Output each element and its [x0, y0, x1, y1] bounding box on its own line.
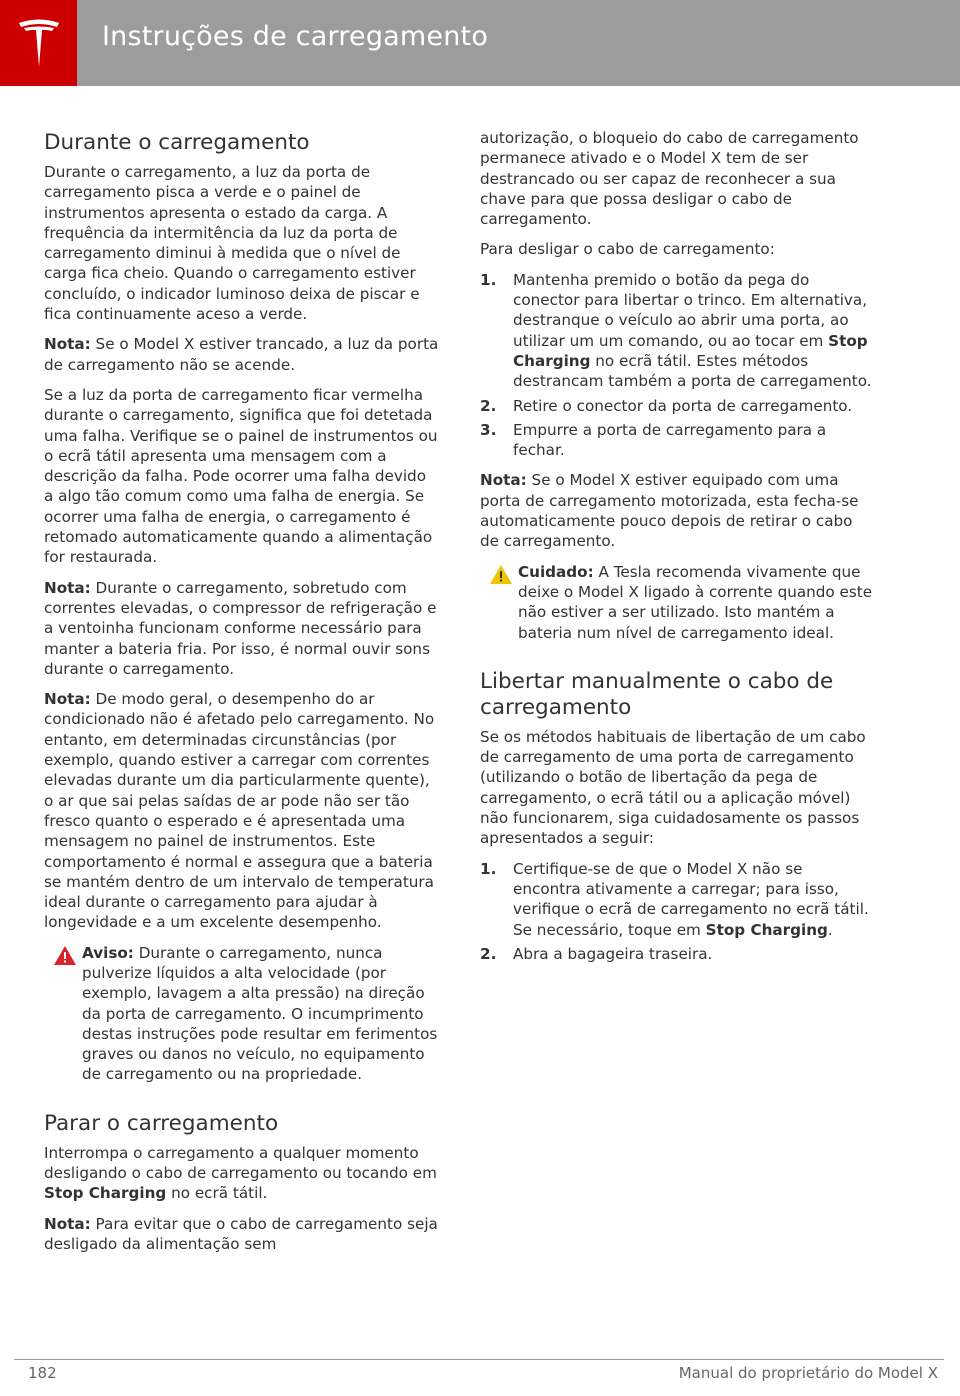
note-text: Se o Model X estiver equipado com uma porta de carregamento motorizada, esta fecha-se automaticamente pouco depois de retirar o cabo de carregamento. [480, 471, 859, 551]
paragraph: Se os métodos habituais de libertação de um cabo de carregamento de uma porta de carregamento (utilizando o botão de libertação da pega de carregamento, o ecrã tátil ou a aplicação móvel) não funcionarem, siga cuidadosamente os passos apresentados a seguir: [480, 727, 866, 848]
note [44, 689, 439, 933]
note-text: Para evitar que o cabo de carregamento seja desligado da alimentação sem [44, 1214, 438, 1253]
note-text: Durante o carregamento, sobretudo com correntes elevadas, o compressor de refrigeração e a ventoinha funcionam conforme necessário para manter a bateria fria. Por isso, é normal ouvir sons durante o carregamento. [44, 578, 437, 678]
note-text: De modo geral, o desempenho do ar condicionado não é afetado pelo carregamento. No entanto, em determinadas circunstâncias (por exemplo, quando estiver a carregar com correntes elevadas durante um dia particularmente quente), o ar que sai pelas saídas de ar pode não ser tão fresco quanto o esperado e é apresentada uma mensagem no painel de instrumentos. Este comportamento é normal e assegura que a bateria se mantém dentro de um intervalo de temperatura ideal durante o carregamento para ajudar à longevidade e a um excelente desempenho. [44, 690, 435, 932]
section-heading-during-charging: Durante o carregamento [44, 130, 310, 155]
note-label: Nota: [44, 690, 91, 709]
page-title: Instruções de carregamento [102, 21, 489, 52]
step-number: 3. [480, 420, 497, 439]
tesla-logo-icon [16, 17, 62, 69]
caution-label: Cuidado: [518, 562, 594, 581]
list-item [480, 396, 875, 416]
tesla-logo [0, 0, 77, 86]
text: Retire o conector da porta de carregamento. [513, 396, 853, 415]
warning-label: Aviso: [82, 943, 134, 962]
step-number: 1. [480, 270, 497, 289]
list-item [480, 420, 875, 461]
right-column [480, 128, 875, 974]
text: no ecrã tátil. [166, 1184, 268, 1203]
step-number: 1. [480, 859, 497, 878]
text: Empurre a porta de carregamento para a fechar. [513, 420, 827, 460]
manual-title: Manual do proprietário do Model X [678, 1364, 938, 1382]
step-number: 2. [480, 944, 497, 963]
steps-list [480, 270, 875, 461]
section-heading-stop-charging: Parar o carregamento [44, 1110, 279, 1136]
text: Abra a bagageira traseira. [513, 944, 713, 963]
paragraph [44, 1143, 439, 1204]
page-number: 182 [28, 1364, 57, 1382]
paragraph: Se a luz da porta de carregamento ficar vermelha durante o carregamento, significa que foi detetada uma falha. Verifique se o painel de instrumentos ou o ecrã tátil apresenta uma mensagem com a descrição da falha. Pode ocorrer uma falha devido a algo tão comum como uma falha de energia. Se ocorrer uma falha de energia, o carregamento é retomado automaticamente quando a alimentação for restaurada. [44, 385, 438, 567]
footer-divider [14, 1359, 944, 1360]
paragraph: Para desligar o cabo de carregamento: [480, 240, 775, 259]
warning-callout [44, 943, 439, 1085]
text: Mantenha premido o botão da pega do conector para libertar o trinco. Em alternativa, destranque o veículo ao abrir uma porta, ao utilizar um um comando, ou ao tocar em [513, 270, 868, 350]
text: . [827, 920, 833, 939]
warning-triangle-icon [53, 945, 77, 966]
note [480, 470, 875, 551]
note [44, 334, 439, 375]
warning-text: Durante o carregamento, nunca pulverize líquidos a alta velocidade (por exemplo, lavagem a alta pressão) na direção da porta de carregamento. O incumprimento destas instruções pode resultar em ferimentos graves ou danos no veículo, no equipamento de carregamento ou na propriedade. [82, 943, 438, 1084]
list-item [480, 859, 875, 940]
steps-list [480, 859, 875, 964]
paragraph: Durante o carregamento, a luz da porta de carregamento pisca a verde e o painel de instrumentos apresenta o estado da carga. A frequência da intermitência da luz da porta de carregamento diminui à medida que o nível de carga fica cheio. Quando o carregamento estiver concluído, o indicador luminoso deixa de piscar e fica continuamente aceso a verde. [44, 163, 420, 324]
section-heading-manual-release: Libertar manualmente o cabo de carregamento [480, 668, 834, 720]
list-item [480, 270, 875, 392]
left-column [44, 130, 439, 1264]
list-item [480, 944, 875, 964]
note-label: Nota: [44, 335, 91, 354]
note-label: Nota: [44, 578, 91, 597]
note-label: Nota: [480, 471, 527, 490]
caution-callout [480, 562, 875, 643]
note-label: Nota: [44, 1214, 91, 1233]
bold-term: Stop Charging [513, 331, 868, 370]
text: Interrompa o carregamento a qualquer momento desligando o cabo de carregamento ou tocando em [44, 1143, 437, 1183]
bold-term: Stop Charging [44, 1184, 167, 1203]
note-text: Se o Model X estiver trancado, a luz da porta de carregamento não se acende. [44, 335, 439, 374]
page-header [0, 0, 960, 86]
text: Certifique-se de que o Model X não se encontra ativamente a carregar; para isso, verifique o ecrã de carregamento no ecrã tátil. Se necessário, toque em [513, 859, 869, 939]
caution-text: A Tesla recomenda vivamente que deixe o Model X ligado à corrente quando este não estiver a ser utilizado. Isto mantém a bateria num nível de carregamento ideal. [518, 562, 873, 642]
step-number: 2. [480, 396, 497, 415]
text: no ecrã tátil. Estes métodos destrancam também a porta de carregamento. [513, 351, 872, 391]
caution-triangle-icon [489, 564, 513, 585]
paragraph: autorização, o bloqueio do cabo de carregamento permanece ativado e o Model X tem de ser destrancado ou ser capaz de reconhecer a sua chave para que possa desligar o cabo de carregamento. [480, 129, 859, 229]
note [44, 578, 439, 679]
note [44, 1214, 439, 1255]
bold-term: Stop Charging [705, 920, 828, 939]
